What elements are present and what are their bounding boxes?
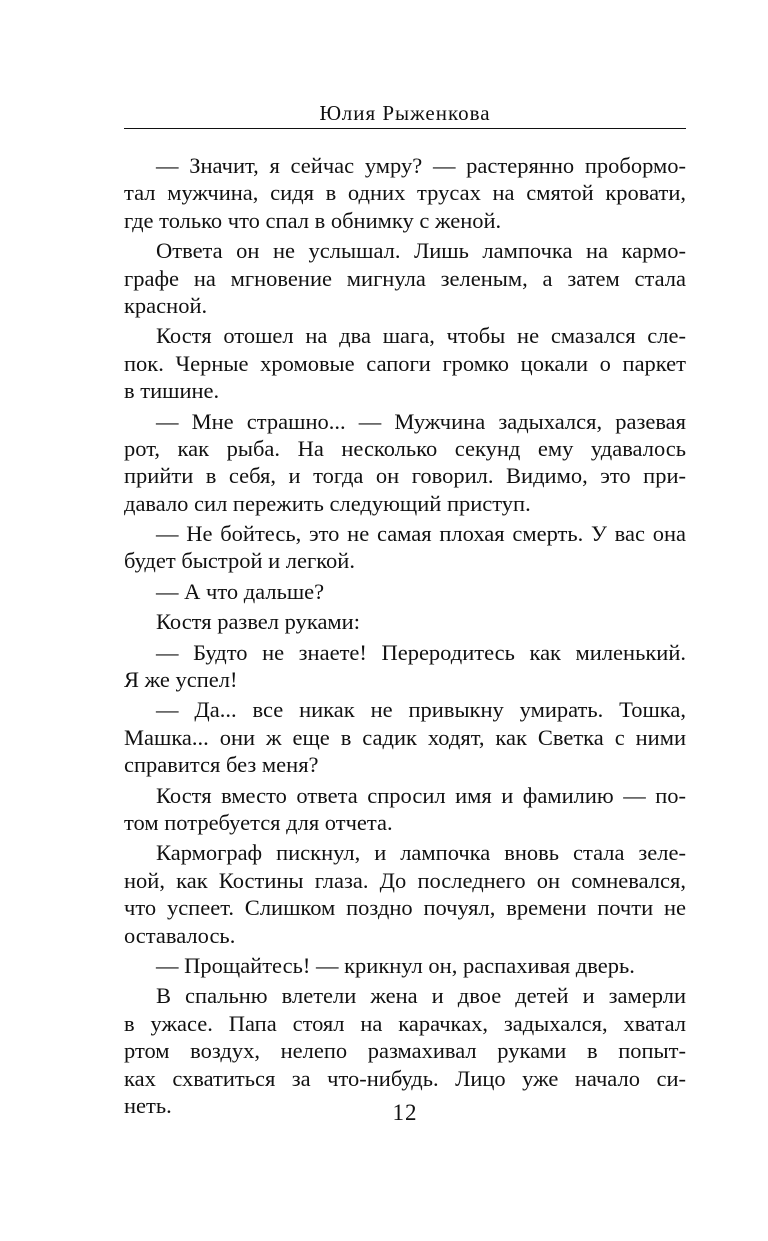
paragraph xyxy=(124,639,686,694)
text-line: Кармограф пискнул, и лампочка вновь стала зеле- xyxy=(156,840,686,866)
text-line: — Мне страшно... — Мужчина задыхался, разевая xyxy=(156,408,686,434)
paragraph xyxy=(124,237,686,319)
text-line: В спальню влетели жена и двое детей и замерли xyxy=(156,983,686,1009)
text-line: — Не бойтесь, это не самая плохая смерть. У вас она xyxy=(156,521,686,547)
text-line: что успеет. Слишком поздно почуял, времени почти не xyxy=(124,895,686,921)
running-head-author: Юлия Рыженкова xyxy=(319,101,491,125)
paragraph xyxy=(124,782,686,837)
text-line: ртом воздух, нелепо размахивал руками в попыт- xyxy=(124,1038,686,1064)
text-line: в ужасе. Папа стоял на карачках, задыхался, хватал xyxy=(124,1010,686,1036)
paragraph xyxy=(124,520,686,575)
paragraph xyxy=(124,696,686,778)
text-line: красной. xyxy=(124,292,208,318)
text-line: пок. Черные хромовые сапоги громко цокали о паркет xyxy=(124,350,686,376)
text-line: Машка... они ж еще в садик ходят, как Светка с ними xyxy=(124,724,686,750)
paragraph xyxy=(124,608,686,635)
text-line: — Будто не знаете! Переродитесь как миленький. xyxy=(156,639,686,665)
text-line: давало сил пережить следующий приступ. xyxy=(124,490,531,516)
body-text xyxy=(124,152,686,1119)
paragraph xyxy=(124,578,686,605)
paragraph xyxy=(124,839,686,949)
text-line: оставалось. xyxy=(124,922,236,948)
paragraph xyxy=(124,408,686,518)
text-line: ках схватиться за что-нибудь. Лицо уже начало си- xyxy=(124,1065,686,1091)
text-line: в тишине. xyxy=(124,378,220,404)
text-line: Костя вместо ответа спросил имя и фамилию — по- xyxy=(156,782,686,808)
text-line: — Да... все никак не привыкну умирать. Тошка, xyxy=(156,697,686,723)
text-line: неть. xyxy=(124,1092,172,1118)
text-line: тал мужчина, сидя в одних трусах на смятой кровати, xyxy=(124,180,686,206)
paragraph xyxy=(124,322,686,404)
header-rule xyxy=(124,128,686,129)
text-line: том потребуется для отчета. xyxy=(124,809,393,835)
text-line: рот, как рыба. На несколько секунд ему удавалось xyxy=(124,435,686,461)
text-line: Костя развел руками: xyxy=(156,609,360,635)
text-line: — А что дальше? xyxy=(156,578,325,604)
text-line: ной, как Костины глаза. До последнего он сомневался, xyxy=(124,867,686,893)
text-line: — Значит, я сейчас умру? — растерянно пробормо- xyxy=(156,153,686,178)
text-line: Я же успел! xyxy=(124,667,238,693)
text-line: прийти в себя, и тогда он говорил. Видимо, это при- xyxy=(124,463,686,489)
text-line: где только что спал в обнимку с женой. xyxy=(124,207,502,233)
text-line: Ответа он не услышал. Лишь лампочка на кармо- xyxy=(156,238,686,264)
text-line: графе на мгновение мигнула зеленым, а затем стала xyxy=(124,265,686,291)
paragraph xyxy=(124,982,686,1119)
text-line: Костя отошел на два шага, чтобы не смазался сле- xyxy=(156,323,686,349)
page-number: 12 xyxy=(392,1100,418,1125)
text-line: будет быстрой и легкой. xyxy=(124,548,355,574)
paragraph xyxy=(124,152,686,234)
text-line: — Прощайтесь! — крикнул он, распахивая дверь. xyxy=(156,952,635,978)
paragraph xyxy=(124,952,686,979)
text-line: справится без меня? xyxy=(124,752,319,778)
